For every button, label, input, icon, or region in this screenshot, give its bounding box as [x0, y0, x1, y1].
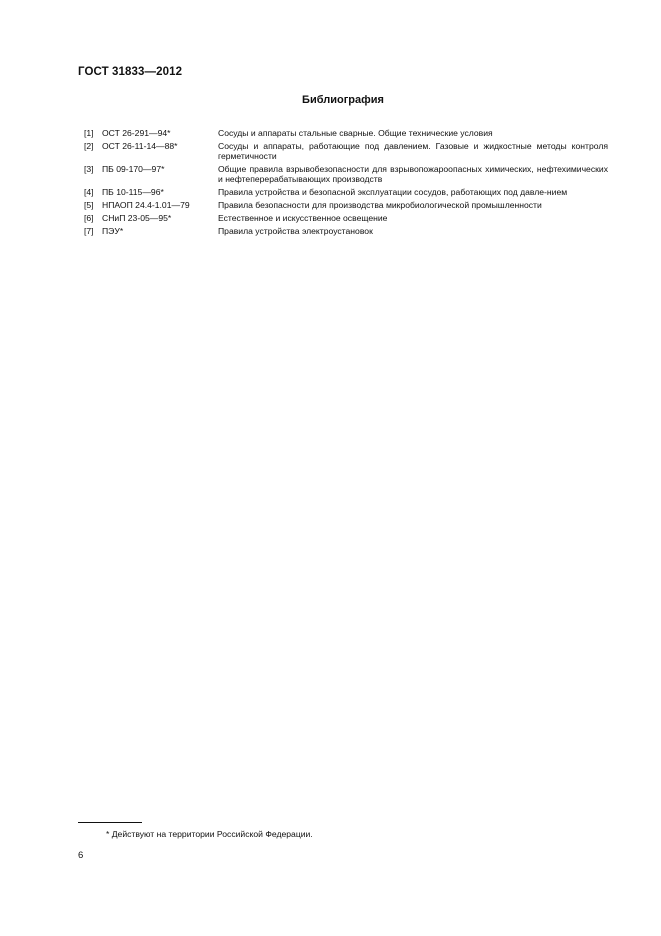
bibliography-entry	[84, 128, 608, 138]
page-number: 6	[78, 850, 84, 861]
section-title: Библиография	[302, 94, 384, 106]
entry-title: Общие правила взрывобезопасности для взрывопожароопасных химических, нефтехимических и нефтеперерабатывающих производств	[218, 164, 608, 184]
entry-code: ПЭУ*	[102, 226, 124, 236]
bibliography-list	[84, 128, 608, 239]
footnote-separator	[78, 822, 142, 823]
entry-title: Сосуды и аппараты стальные сварные. Общие технические условия	[218, 128, 493, 138]
entry-code: СНиП 23-05—95*	[102, 213, 172, 223]
entry-title: Правила устройства и безопасной эксплуатации сосудов, работающих под давле-нием	[218, 187, 568, 197]
bibliography-entry	[84, 164, 608, 184]
bibliography-entry	[84, 200, 608, 210]
entry-title: Правила безопасности для производства микробиологической промышленности	[218, 200, 542, 210]
bibliography-entry	[84, 187, 608, 197]
footnote: * Действуют на территории Российской Федерации.	[106, 829, 313, 839]
entry-number: [4]	[84, 187, 94, 197]
bibliography-entry	[84, 213, 608, 223]
entry-title: Сосуды и аппараты, работающие под давлением. Газовые и жидкостные методы контроля герметичности	[218, 141, 608, 161]
entry-number: [2]	[84, 141, 94, 151]
entry-number: [3]	[84, 164, 94, 174]
entry-code: ПБ 10-115—96*	[102, 187, 164, 197]
entry-code: ОСТ 26-291—94*	[102, 128, 171, 138]
entry-number: [1]	[84, 128, 94, 138]
entry-number: [6]	[84, 213, 94, 223]
entry-code: ОСТ 26-11-14—88*	[102, 141, 178, 151]
bibliography-entry	[84, 226, 608, 236]
bibliography-entry	[84, 141, 608, 161]
entry-code: НПАОП 24.4-1.01—79	[102, 200, 190, 210]
entry-title: Естественное и искусственное освещение	[218, 213, 388, 223]
entry-number: [7]	[84, 226, 94, 236]
entry-code: ПБ 09-170—97*	[102, 164, 165, 174]
entry-title: Правила устройства электроустановок	[218, 226, 373, 236]
entry-number: [5]	[84, 200, 94, 210]
standard-code: ГОСТ 31833—2012	[78, 66, 183, 78]
